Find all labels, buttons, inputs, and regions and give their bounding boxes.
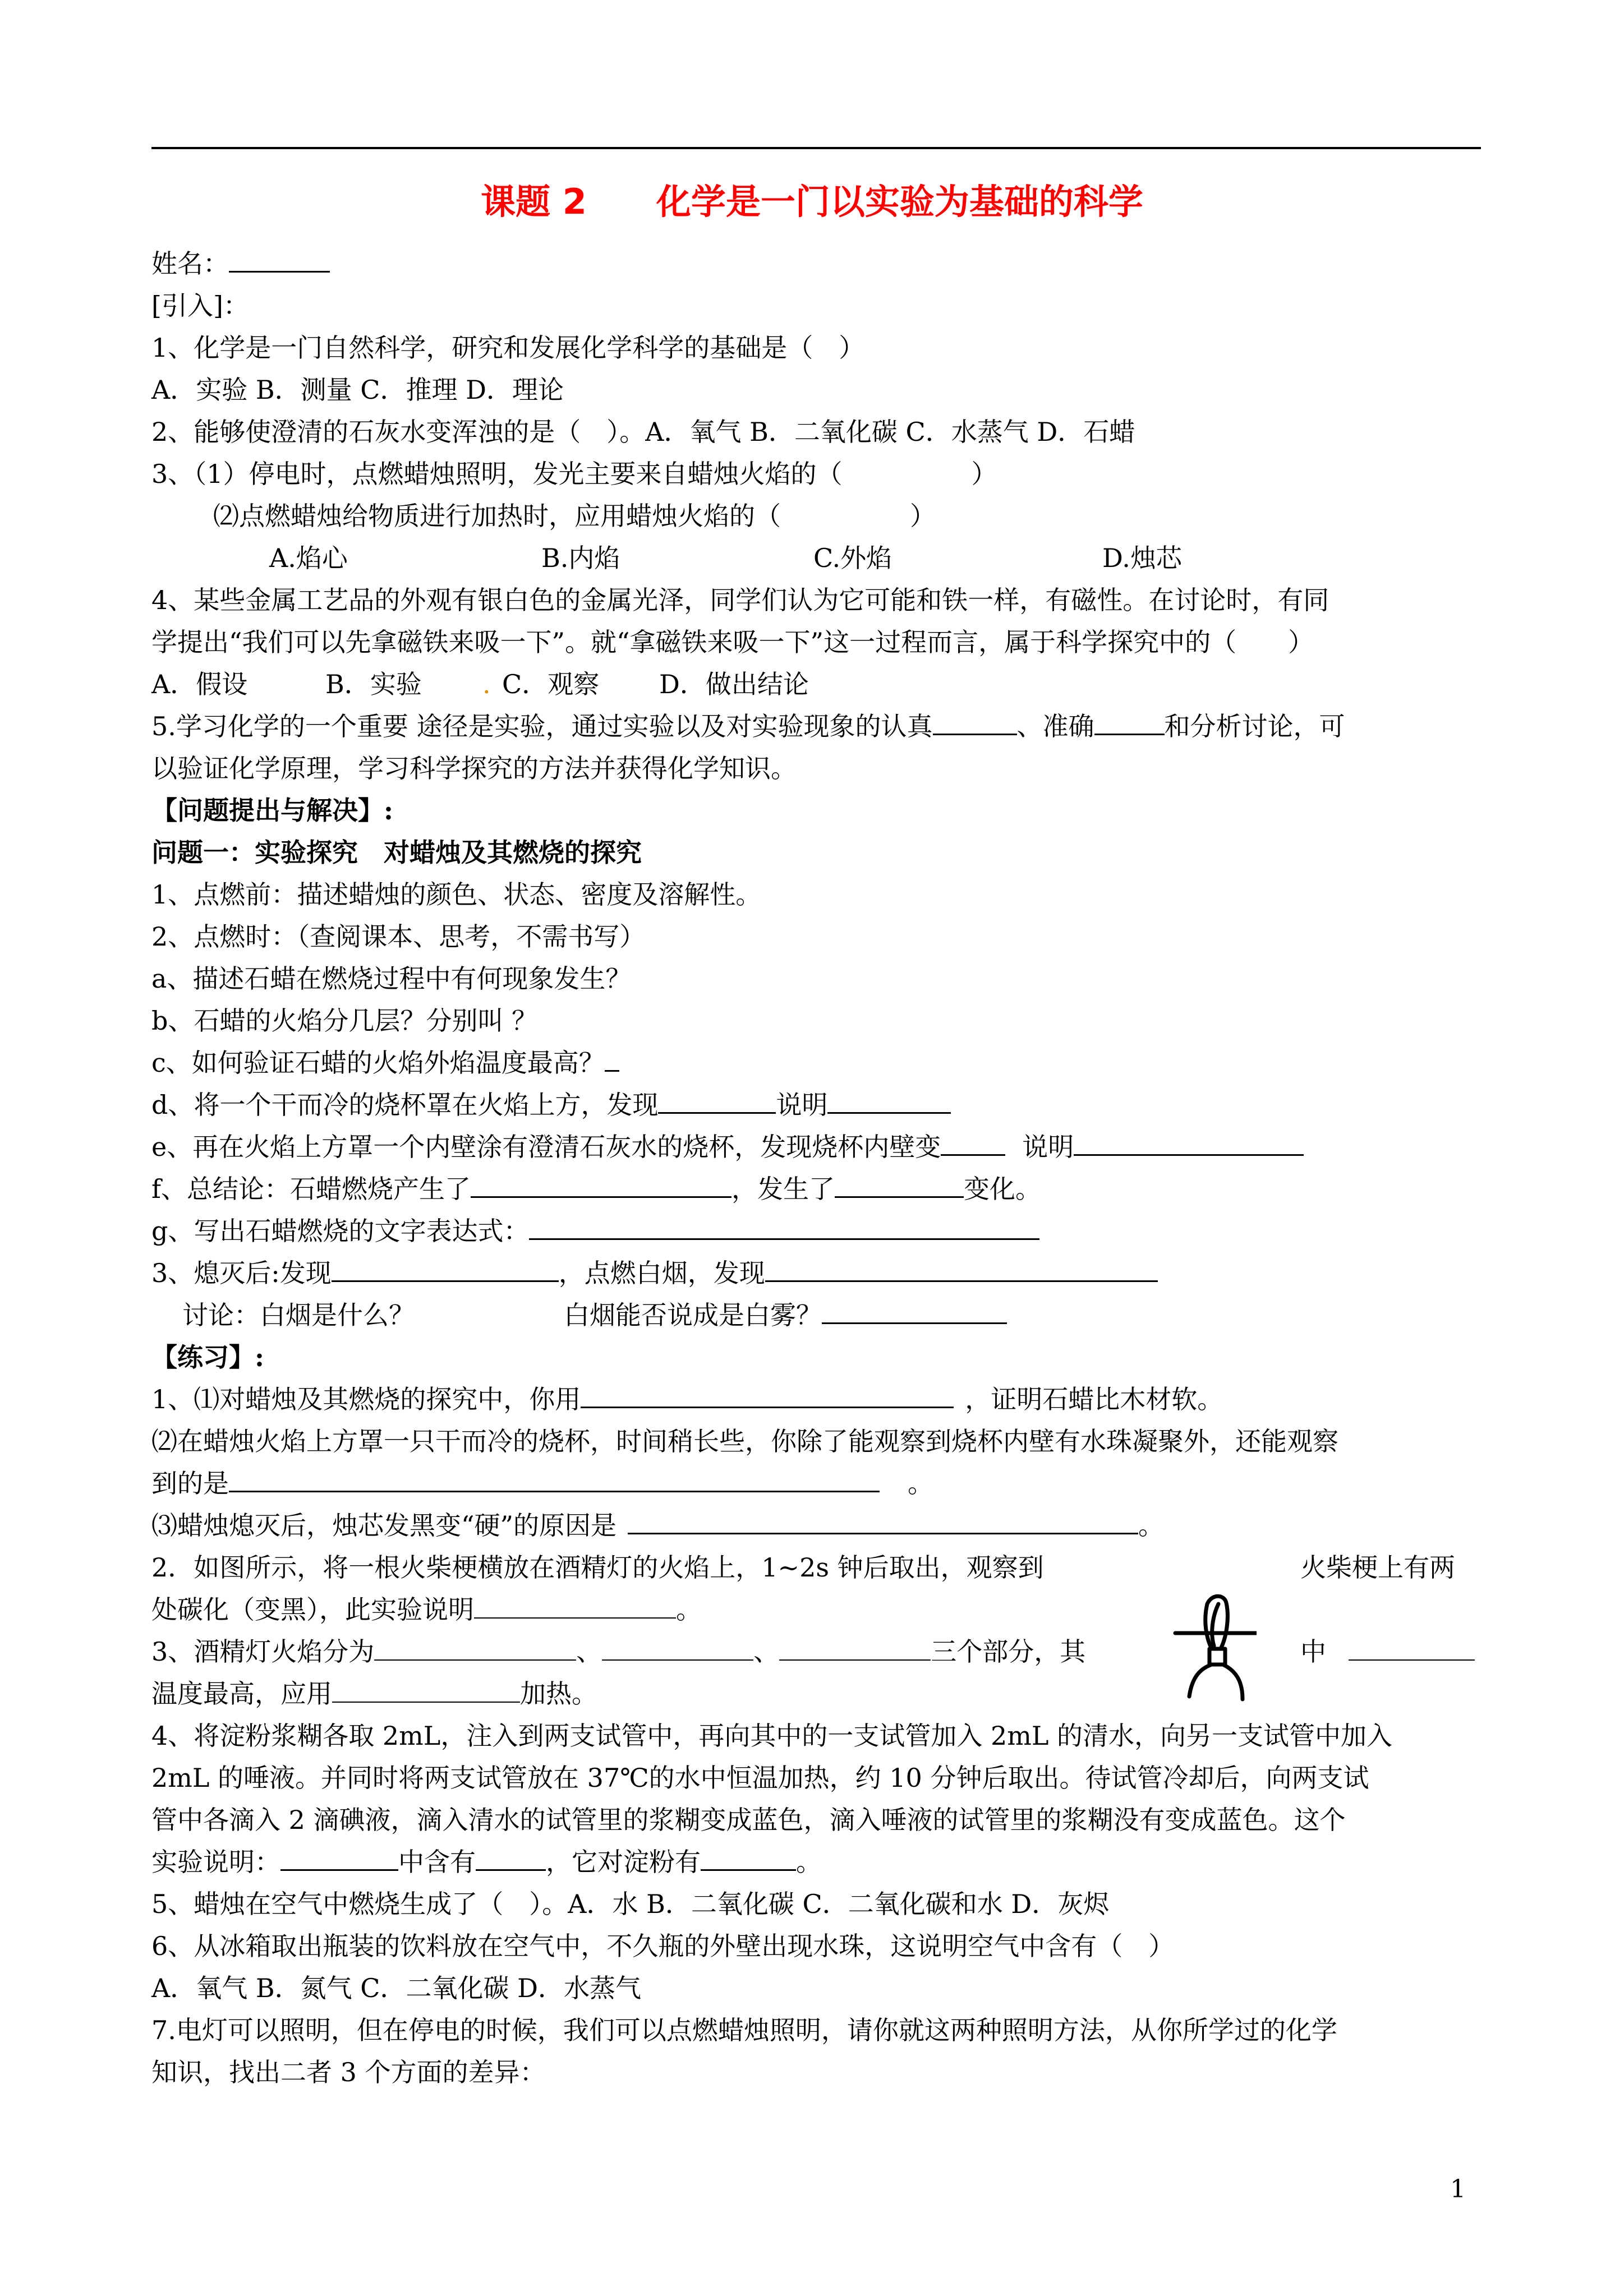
- step-2f-text-c: 变化。: [964, 1174, 1042, 1204]
- step-3-text-a: 3、熄灭后:发现: [151, 1258, 332, 1288]
- exercise-3: [151, 1635, 1085, 1668]
- exercise-1b-line-2: [151, 1467, 933, 1500]
- step-2d-blank-1[interactable]: [658, 1089, 776, 1114]
- discussion-2-text: 白烟能否说成是白雾？: [564, 1300, 822, 1330]
- step-2g: [151, 1214, 1039, 1248]
- question-1: 1、化学是一门自然科学，研究和发展化学科学的基础是（ ）: [151, 333, 865, 363]
- exercise-1c: [151, 1509, 1164, 1542]
- exercise-3-text-c: 、: [753, 1636, 780, 1667]
- question-3b: ⑵点燃蜡烛给物质进行加热时，应用蜡烛火焰的（ ）: [213, 501, 936, 531]
- exercise-1a: [151, 1382, 1223, 1416]
- exercise-3-text-g: 加热。: [520, 1679, 597, 1709]
- lamp-neck: [1209, 1649, 1225, 1665]
- question-5-line-1: [151, 709, 1345, 743]
- exercise-2-line-1-right: 火柴梗上有两: [1300, 1552, 1455, 1583]
- name-label: 姓名：: [151, 248, 229, 279]
- exercise-7-line-2: 知识，找出二者 3 个方面的差异：: [151, 2057, 546, 2087]
- exercise-3-text-f: 温度最高，应用: [151, 1679, 332, 1709]
- step-2c: [151, 1046, 619, 1080]
- step-2g-text: g、写出石蜡燃烧的文字表达式：: [151, 1216, 530, 1246]
- discussion-1: 讨论：白烟是什么？: [182, 1300, 415, 1330]
- question-3-option-b: B.内焰: [541, 543, 620, 573]
- step-2c-blank[interactable]: [605, 1046, 619, 1072]
- exercise-4-blank-1[interactable]: [280, 1846, 398, 1871]
- question-4-option-b: B．实验: [325, 669, 422, 699]
- step-2f-text-a: f、总结论：石蜡燃烧产生了: [151, 1174, 471, 1204]
- exercise-4-line-2: 2mL 的唾液。并同时将两支试管放在 37℃的水中恒温加热，约 10 分钟后取出。待试管冷却后，向两支试: [151, 1763, 1369, 1793]
- question-4-dot: .: [482, 669, 491, 699]
- step-2e-blank-2[interactable]: [1074, 1131, 1304, 1156]
- exercise-3-blank-5[interactable]: [332, 1678, 520, 1703]
- step-2e-text-a: e、再在火焰上方罩一个内壁涂有澄清石灰水的烧杯，发现烧杯内壁变: [151, 1132, 941, 1162]
- exercise-4-line-3: 管中各滴入 2 滴碘液，滴入清水的试管里的浆糊变成蓝色，滴入唾液的试管里的浆糊没有变成蓝色。这个: [151, 1805, 1346, 1835]
- step-2a: a、描述石蜡在燃烧过程中有何现象发生？: [151, 963, 632, 994]
- step-1: 1、点燃前：描述蜡烛的颜色、状态、密度及溶解性。: [151, 879, 762, 910]
- step-2c-text: c、如何验证石蜡的火焰外焰温度最高？: [151, 1048, 605, 1078]
- step-2: 2、点燃时：（查阅课本、思考，不需书写）: [151, 921, 646, 952]
- exercise-7-line-1: 7.电灯可以照明，但在停电的时候，我们可以点燃蜡烛照明，请你就这两种照明方法，从你所学过的化学: [151, 2015, 1337, 2045]
- step-2f-blank-1[interactable]: [471, 1173, 732, 1198]
- exercise-4-text-c: ，它对淀粉有: [546, 1847, 701, 1877]
- exercise-2-text-a: 处碳化（变黑），此实验说明: [151, 1594, 474, 1625]
- exercise-5: 5、蜡烛在空气中燃烧生成了（ ）。A．水 B．二氧化碳 C．二氧化碳和水 D．灰烬: [151, 1889, 1110, 1919]
- exercise-2-line-1: 2．如图所示，将一根火柴梗横放在酒精灯的火焰上，1~2s 钟后取出，观察到: [151, 1552, 1044, 1583]
- alcohol-lamp-figure: [1172, 1593, 1257, 1705]
- header-rule: [151, 147, 1481, 149]
- exercise-1a-text-b: ，证明石蜡比木材软。: [965, 1384, 1223, 1414]
- exercise-1b-text-a: 到的是: [151, 1468, 229, 1499]
- step-2f-text-b: ，发生了: [732, 1174, 835, 1204]
- exercise-2-blank[interactable]: [474, 1594, 676, 1619]
- step-2e-text-b: 说明: [1022, 1132, 1074, 1162]
- exercise-4-blank-2[interactable]: [476, 1846, 546, 1871]
- exercise-3-right: [1300, 1635, 1475, 1668]
- question-4-option-c: C．观察: [502, 669, 600, 699]
- exercise-3-text-b: 、: [576, 1636, 602, 1667]
- name-line: [151, 247, 330, 280]
- step-3-blank-1[interactable]: [332, 1257, 559, 1282]
- question-5-line-2: 以验证化学原理，学习科学探究的方法并获得化学知识。: [151, 753, 797, 783]
- step-2f: [151, 1172, 1041, 1206]
- question-2: 2、能够使澄清的石灰水变浑浊的是（ ）。A．氧气 B．二氧化碳 C．水蒸气 D．石蜡: [151, 417, 1135, 447]
- section-problem-solving: 【问题提出与解决】:: [151, 795, 393, 826]
- lamp-body-left: [1189, 1665, 1212, 1696]
- exercise-3-blank-1[interactable]: [374, 1636, 576, 1661]
- question-4-option-a: A．假设: [151, 669, 248, 699]
- step-2d-blank-2[interactable]: [827, 1089, 951, 1114]
- exercise-1b: ⑵在蜡烛火焰上方罩一只干而冷的烧杯，时间稍长些，你除了能观察到烧杯内壁有水珠凝聚外，还能观察: [151, 1426, 1338, 1456]
- lamp-body-right: [1223, 1665, 1243, 1699]
- question-1-options: A．实验 B．测量 C．推理 D．理论: [151, 375, 564, 405]
- inner-flame: [1212, 1604, 1218, 1646]
- exercise-1c-text-a: ⑶蜡烛熄灭后，烛芯发黑变“硬”的原因是: [151, 1510, 617, 1541]
- exercise-1a-blank[interactable]: [581, 1383, 954, 1408]
- intro-label: [引入]：: [151, 291, 249, 321]
- question-5-blank-1[interactable]: [933, 710, 1017, 735]
- exercise-3-blank-4[interactable]: [1349, 1636, 1475, 1661]
- discussion-2-blank[interactable]: [822, 1299, 1007, 1324]
- question-5-blank-2[interactable]: [1094, 710, 1165, 735]
- exercise-2-line-2: [151, 1593, 702, 1626]
- step-2d-text-a: d、将一个干而冷的烧杯罩在火焰上方，发现: [151, 1090, 659, 1120]
- step-3: [151, 1256, 1158, 1290]
- exercise-1a-text-a: 1、⑴对蜡烛及其燃烧的探究中，你用: [151, 1384, 581, 1414]
- exercise-3-blank-2[interactable]: [602, 1636, 753, 1661]
- question-4-line-1: 4、某些金属工艺品的外观有银白色的金属光泽，同学们认为它可能和铁一样，有磁性。在讨论时，有同: [151, 585, 1329, 615]
- exercise-3-text-d: 三个部分，其: [931, 1636, 1086, 1667]
- exercise-4-text-b: 中含有: [398, 1847, 476, 1877]
- exercise-1b-text-b: 。: [908, 1468, 933, 1499]
- step-2e-blank-1[interactable]: [941, 1131, 1005, 1156]
- section-practice: 【练习】:: [151, 1342, 264, 1372]
- exercise-3-text-a: 3、酒精灯火焰分为: [151, 1636, 375, 1667]
- exercise-4-blank-3[interactable]: [701, 1846, 796, 1871]
- discussion-2: [564, 1298, 1007, 1332]
- exercise-4-text-a: 实验说明：: [151, 1847, 280, 1877]
- question-4-option-d: D．做出结论: [659, 669, 809, 699]
- exercise-1b-blank[interactable]: [229, 1467, 880, 1492]
- question-3-option-c: C.外焰: [813, 543, 892, 573]
- step-3-blank-2[interactable]: [765, 1257, 1158, 1282]
- question-3-option-a: A.焰心: [269, 543, 348, 573]
- exercise-6: 6、从冰箱取出瓶装的饮料放在空气中，不久瓶的外壁出现水珠，这说明空气中含有（ ）: [151, 1931, 1175, 1961]
- step-2d-text-b: 说明: [776, 1090, 828, 1120]
- question-5-text-a: 5.学习化学的一个重要 途径是实验，通过实验以及对实验现象的认真: [151, 711, 933, 741]
- question-5-text-b: 、准确: [1016, 711, 1094, 741]
- exercise-3-text-e: 中: [1300, 1636, 1326, 1667]
- exercise-1c-blank[interactable]: [628, 1509, 1138, 1534]
- step-3-text-b: ，点燃白烟，发现: [558, 1258, 765, 1288]
- question-4-line-2: 学提出“我们可以先拿磁铁来吸一下”。就“拿磁铁来吸一下”这一过程而言，属于科学探究中的（ ）: [151, 627, 1314, 657]
- question-3-option-d: D.烛芯: [1102, 543, 1182, 573]
- page-number: 1: [1450, 2175, 1466, 2203]
- step-2d: [151, 1088, 951, 1122]
- problem-1-heading: 问题一：实验探究 对蜡烛及其燃烧的探究: [151, 837, 642, 868]
- exercise-6-options: A．氧气 B．氮气 C．二氧化碳 D．水蒸气: [151, 1973, 641, 2003]
- step-2e: [151, 1130, 1304, 1164]
- exercise-4-text-d: 。: [796, 1847, 822, 1877]
- page-title: 课题 2 化学是一门以实验为基础的科学: [481, 181, 1143, 222]
- exercise-4-line-1: 4、将淀粉浆糊各取 2mL，注入到两支试管中，再向其中的一支试管加入 2mL 的清水，向另一支试管中加入: [151, 1721, 1392, 1751]
- question-5-text-c: 和分析讨论，可: [1164, 711, 1345, 741]
- exercise-3-blank-3[interactable]: [779, 1636, 931, 1661]
- step-2f-blank-2[interactable]: [835, 1173, 964, 1198]
- exercise-1c-text-b: 。: [1138, 1510, 1165, 1541]
- name-blank[interactable]: [229, 247, 330, 273]
- exercise-4-line-4: [151, 1845, 822, 1879]
- exercise-3-line-2: [151, 1677, 597, 1711]
- step-2b: b、石蜡的火焰分几层？分别叫 ？: [151, 1006, 538, 1036]
- step-2g-blank[interactable]: [529, 1215, 1039, 1240]
- exercise-2-text-b: 。: [676, 1594, 702, 1625]
- question-3a: 3、（1）停电时，点燃蜡烛照明，发光主要来自蜡烛火焰的（ ）: [151, 459, 997, 489]
